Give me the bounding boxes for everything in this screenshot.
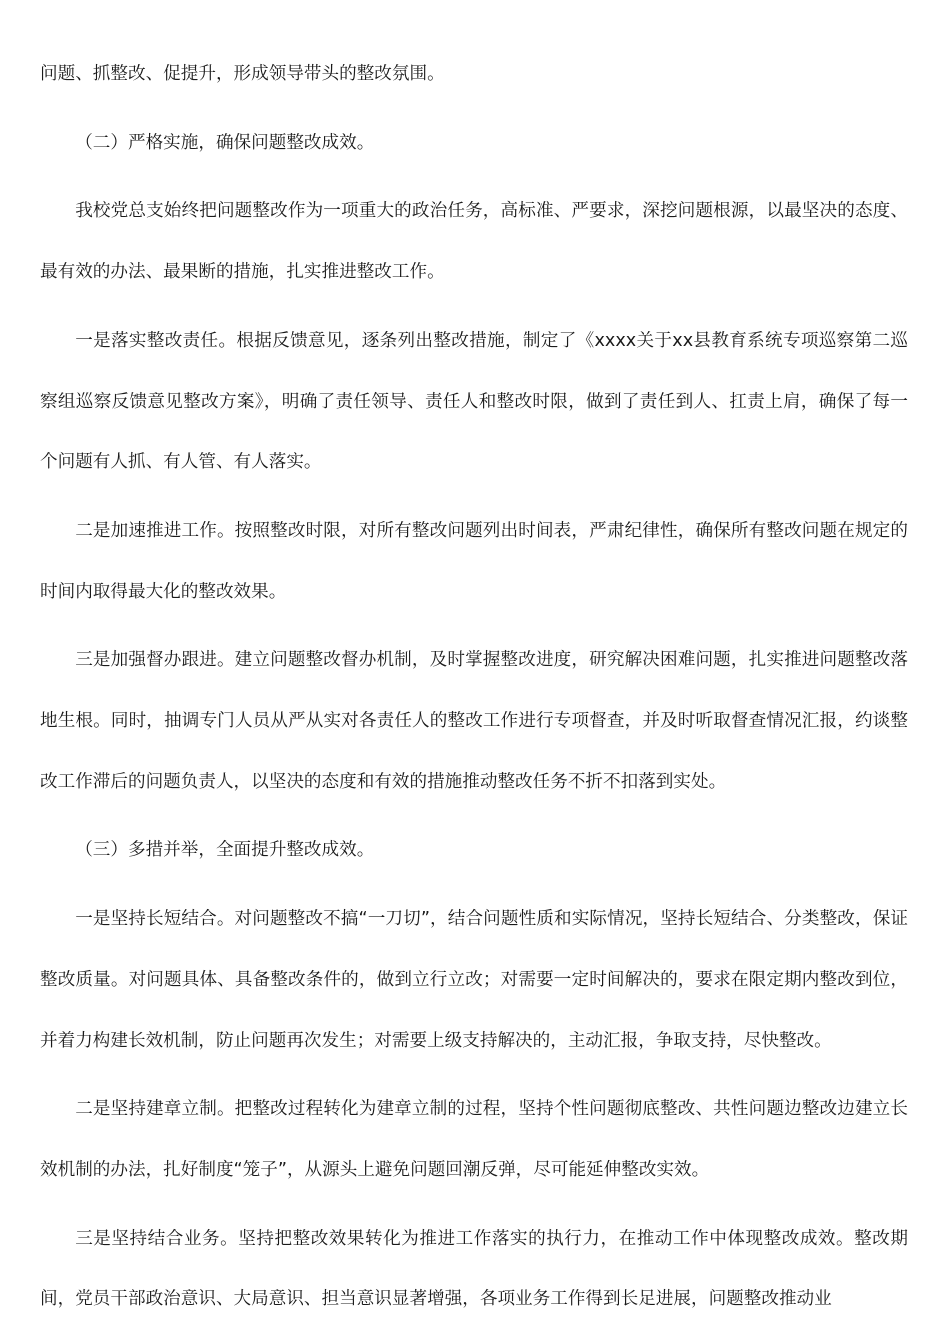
paragraph-continuation: 问题、抓整改、促提升，形成领导带头的整改氛围。	[40, 64, 445, 84]
section-heading-2: （二）严格实施，确保问题整改成效。	[75, 132, 375, 153]
paragraph-responsibility: 一是落实整改责任。根据反馈意见，逐条列出整改措施，制定了《xxxx关于xx县教育系统专项巡察第二巡察组巡察反馈意见整改方案》，明确了责任领导、责任人和整改时限，做到了责任到人、扛责上肩，确保了每一个问题有人抓、有人管、有人落实。	[40, 330, 908, 473]
paragraph-gap	[40, 303, 908, 311]
paragraph-supervision: 三是加强督办跟进。建立问题整改督办机制，及时掌握整改进度，研究解决困难问题，扎实推进问题整改落地生根。同时，抽调专门人员从严从实对各责任人的整改工作进行专项督查，并及时听取督查情况汇报，约谈整改工作滞后的问题负责人，以坚决的态度和有效的措施推动整改任务不折不扣落到实处。	[40, 650, 908, 792]
section-heading-3: （三）多措并举，全面提升整改成效。	[75, 840, 375, 861]
paragraph-gap	[40, 1201, 908, 1209]
paragraph-long-short: 一是坚持长短结合。对问题整改不搞“一刀切”，结合问题性质和实际情况，坚持长短结合、分类整改，保证整改质量。对问题具体、具备整改条件的，做到立行立改；对需要一定时间解决的，要求在限定期内整改到位，并着力构建长效机制，防止问题再次发生；对需要上级支持解决的，主动汇报，争取支持，尽快整改。	[40, 909, 908, 1051]
document-page	[40, 44, 908, 1330]
paragraph-institution: 二是坚持建章立制。把整改过程转化为建章立制的过程，坚持个性问题彻底整改、共性问题边整改边建立长效机制的办法，扎好制度“笼子”，从源头上避免问题回潮反弹，尽可能延伸整改实效。	[40, 1099, 908, 1180]
paragraph-gap	[40, 881, 908, 889]
paragraph-gap	[40, 622, 908, 630]
paragraph-business: 三是坚持结合业务。坚持把整改效果转化为推进工作落实的执行力，在推动工作中体现整改成效。整改期间，党员干部政治意识、大局意识、担当意识显著增强，各项业务工作得到长足进展，问题整改推动业	[40, 1228, 908, 1310]
paragraph-gap	[40, 173, 908, 181]
paragraph-acceleration: 二是加速推进工作。按照整改时限，对所有整改问题列出时间表，严肃纪律性，确保所有整改问题在规定的时间内取得最大化的整改效果。	[40, 520, 908, 602]
paragraph-gap	[40, 493, 908, 501]
paragraph-gap	[40, 105, 908, 113]
paragraph-gap	[40, 812, 908, 820]
paragraph-gap	[40, 1071, 908, 1079]
paragraph-intro: 我校党总支始终把问题整改作为一项重大的政治任务，高标准、严要求，深挖问题根源，以最坚决的态度、最有效的办法、最果断的措施，扎实推进整改工作。	[40, 201, 908, 283]
